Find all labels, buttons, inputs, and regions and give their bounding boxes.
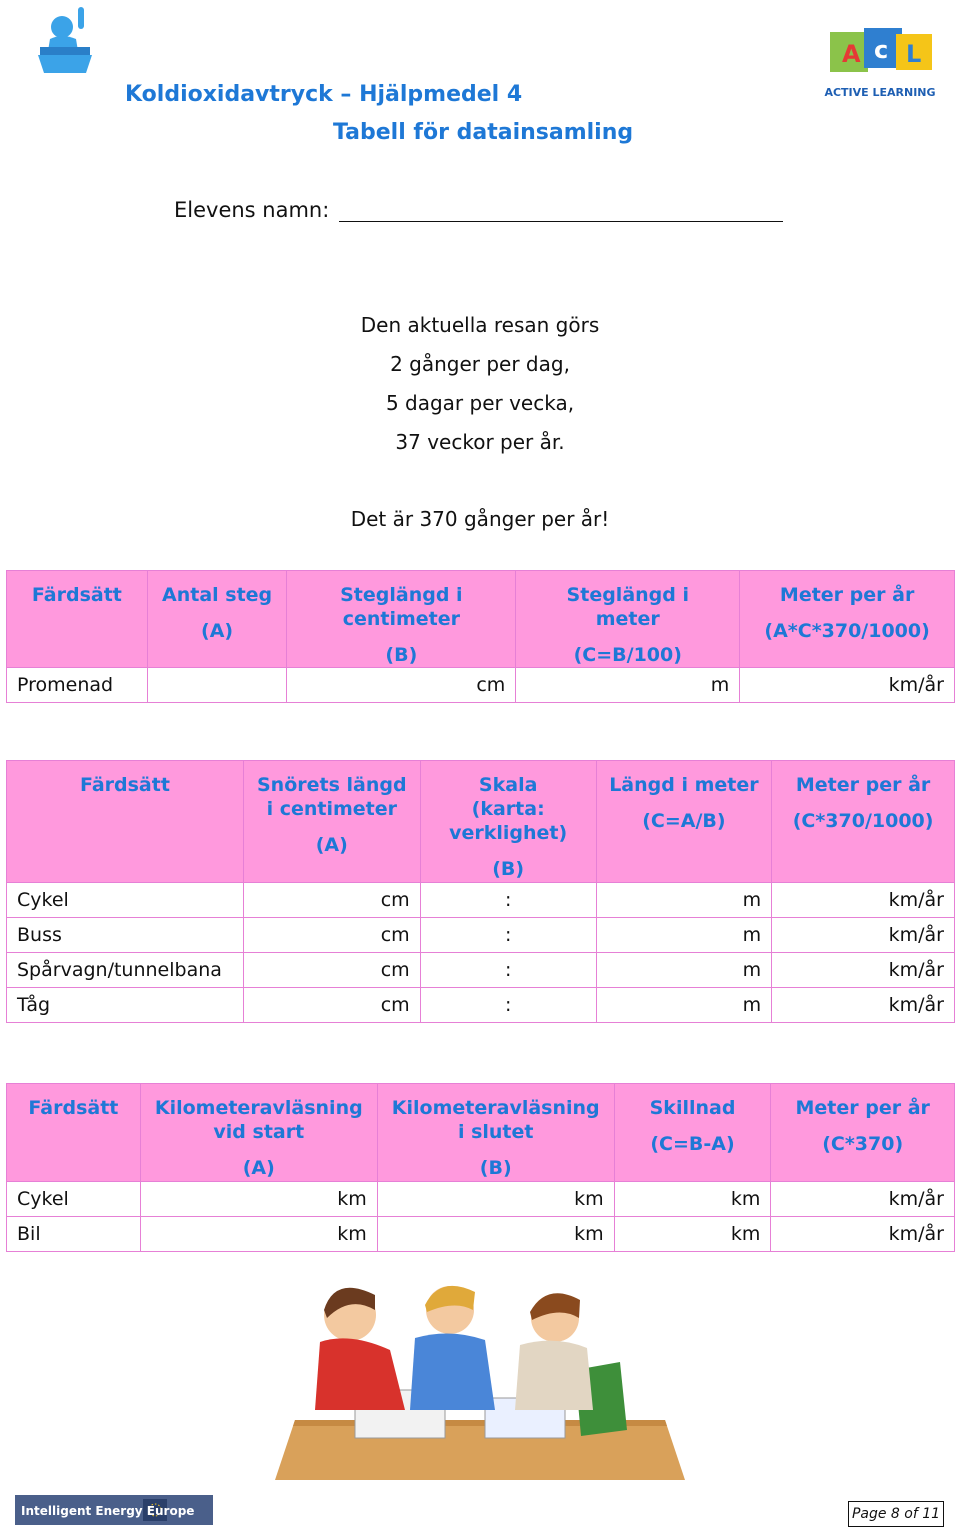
table-header-row: [7, 761, 955, 883]
header-cell: Meter per år (C*370): [771, 1084, 955, 1182]
active-learning-logo: [820, 22, 940, 104]
student-name-label: Elevens namn:: [174, 198, 330, 222]
header-cell: Skala (karta: verklighet) (B): [420, 761, 596, 883]
row-label: Cykel: [7, 1182, 141, 1217]
input-cell[interactable]: m: [516, 668, 740, 703]
table-header-row: [7, 571, 955, 668]
input-cell[interactable]: km: [140, 1217, 377, 1252]
desk-figure-logo: [20, 5, 100, 75]
student-name-line[interactable]: [339, 201, 783, 222]
input-cell[interactable]: km: [377, 1217, 614, 1252]
svg-text:A: A: [842, 40, 861, 68]
input-cell[interactable]: km/år: [772, 988, 955, 1023]
intro-text: [0, 306, 960, 539]
header-cell: Steglängd i centimeter (B): [287, 571, 516, 668]
input-cell[interactable]: km/år: [771, 1182, 955, 1217]
table-row: [7, 883, 955, 918]
table-row: [7, 953, 955, 988]
input-cell[interactable]: m: [596, 918, 772, 953]
page-number: Page 8 of 11: [848, 1501, 944, 1527]
row-label: Cykel: [7, 883, 244, 918]
odometer-table: [6, 1083, 955, 1252]
intro-line: Den aktuella resan görs: [360, 313, 600, 337]
input-cell[interactable]: m: [596, 988, 772, 1023]
header-cell: Kilometeravläsning i slutet (B): [377, 1084, 614, 1182]
svg-text:ACTIVE LEARNING: ACTIVE LEARNING: [824, 86, 936, 99]
input-cell[interactable]: :: [420, 883, 596, 918]
input-cell[interactable]: km/år: [772, 953, 955, 988]
header-cell: Meter per år (C*370/1000): [772, 761, 955, 883]
input-cell[interactable]: km: [614, 1217, 771, 1252]
intro-line: 2 gånger per dag,: [390, 352, 570, 376]
table-row: [7, 1182, 955, 1217]
input-cell[interactable]: km/år: [772, 883, 955, 918]
header-cell: Steglängd i meter (C=B/100): [516, 571, 740, 668]
intelligent-energy-logo: [15, 1495, 213, 1525]
row-label: Tåg: [7, 988, 244, 1023]
svg-text:L: L: [906, 40, 922, 68]
intro-line: 5 dagar per vecka,: [385, 391, 575, 415]
input-cell[interactable]: :: [420, 988, 596, 1023]
svg-text:Intelligent Energy Europe: Intelligent Energy Europe: [21, 1504, 195, 1518]
input-cell[interactable]: m: [596, 883, 772, 918]
input-cell[interactable]: km: [614, 1182, 771, 1217]
kids-studying-illustration: [275, 1270, 685, 1495]
map-distance-table: [6, 760, 955, 1023]
document-subtitle: Tabell för datainsamling: [333, 120, 634, 145]
header-cell: Meter per år (A*C*370/1000): [740, 571, 955, 668]
input-cell[interactable]: km: [377, 1182, 614, 1217]
input-cell[interactable]: cm: [243, 883, 420, 918]
input-cell[interactable]: :: [420, 953, 596, 988]
row-label: Promenad: [7, 668, 148, 703]
svg-text:c: c: [874, 36, 889, 64]
document-title: Koldioxidavtryck – Hjälpmedel 4: [125, 82, 523, 107]
header-cell: Kilometeravläsning vid start (A): [140, 1084, 377, 1182]
input-cell[interactable]: km/år: [740, 668, 955, 703]
header-cell: Färdsätt: [7, 571, 148, 668]
input-cell[interactable]: km/år: [771, 1217, 955, 1252]
table-row: [7, 668, 955, 703]
input-cell[interactable]: :: [420, 918, 596, 953]
walking-table: [6, 570, 955, 703]
student-name-row: [174, 198, 783, 222]
table-row: [7, 988, 955, 1023]
header-cell: Antal steg (A): [147, 571, 287, 668]
input-cell[interactable]: cm: [243, 988, 420, 1023]
intro-summary: Det är 370 gånger per år!: [350, 507, 610, 531]
input-cell[interactable]: cm: [243, 953, 420, 988]
input-cell[interactable]: cm: [243, 918, 420, 953]
header-cell: Snörets längd i centimeter (A): [243, 761, 420, 883]
row-label: Buss: [7, 918, 244, 953]
input-cell[interactable]: km: [140, 1182, 377, 1217]
table-row: [7, 1217, 955, 1252]
header-cell: Färdsätt: [7, 1084, 141, 1182]
header-cell: Färdsätt: [7, 761, 244, 883]
header-cell: Skillnad (C=B-A): [614, 1084, 771, 1182]
input-cell[interactable]: m: [596, 953, 772, 988]
row-label: Spårvagn/tunnelbana: [7, 953, 244, 988]
input-cell[interactable]: [147, 668, 287, 703]
input-cell[interactable]: cm: [287, 668, 516, 703]
table-row: [7, 918, 955, 953]
row-label: Bil: [7, 1217, 141, 1252]
header-cell: Längd i meter (C=A/B): [596, 761, 772, 883]
intro-line: 37 veckor per år.: [395, 430, 565, 454]
input-cell[interactable]: km/år: [772, 918, 955, 953]
table-header-row: [7, 1084, 955, 1182]
